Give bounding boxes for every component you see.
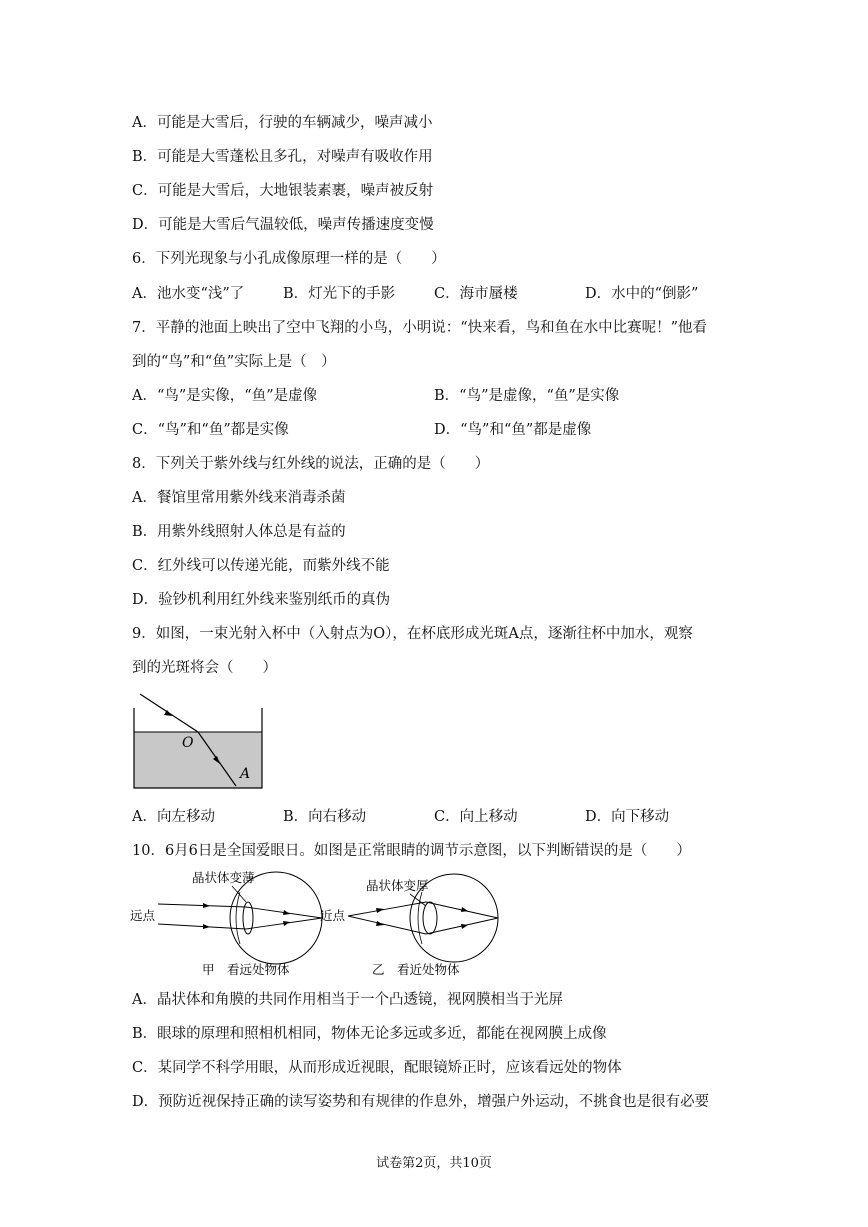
q9-option-a: A．向左移动 [132, 809, 215, 825]
q6-option-b: B．灯光下的手影 [283, 286, 396, 302]
eye-accommodation-figure [128, 866, 508, 980]
q8-option-d: D．验钞机利用红外线来鉴别纸币的真伪 [132, 592, 391, 608]
question-9-line1: 9．如图，一束光射入杯中（入射点为O），在杯底形成光斑A点，逐渐往杯中加水，观察 [132, 626, 693, 642]
near-arrow-bottom [376, 921, 384, 926]
cup-refraction-figure [128, 690, 268, 792]
q5-option-d: D．可能是大雪后气温较低，噪声传播速度变慢 [132, 217, 434, 233]
q7-option-a: A．“鸟”是实像，“鱼”是虚像 [132, 388, 318, 404]
q8-option-c: C．红外线可以传递光能，而紫外线不能 [132, 558, 390, 574]
q7-option-d: D．“鸟”和“鱼”都是虚像 [434, 422, 592, 438]
near-point-label: 近点 [320, 908, 346, 923]
q7-option-c: C．“鸟”和“鱼”都是实像 [132, 422, 289, 438]
near-cornea [418, 892, 422, 944]
q9-option-d: D．向下移动 [585, 809, 670, 825]
near-lens [423, 902, 437, 934]
q10-option-d: D．预防近视保持正确的读写姿势和有规律的作息外，增强户外运动，不挑食也是很有必要 [132, 1094, 710, 1110]
q6-option-a: A．池水变“浅”了 [132, 286, 245, 302]
page-footer: 试卷第2页，共10页 [376, 1156, 492, 1171]
question-10: 10．6月6日是全国爱眼日。如图是正常眼睛的调节示意图，以下判断错误的是（ ） [132, 843, 691, 859]
near-arrow-top [376, 908, 384, 913]
question-8: 8．下列关于紫外线与红外线的说法，正确的是（ ） [132, 456, 490, 472]
far-arrow-bottom-refracted [283, 921, 290, 926]
far-vision-diagram [130, 870, 322, 977]
far-cornea [236, 892, 240, 944]
far-ray-top [158, 904, 246, 907]
q8-option-b: B．用紫外线照射人体总是有益的 [132, 524, 346, 540]
label-a: A [240, 766, 251, 782]
q6-option-d: D．水中的“倒影” [585, 286, 699, 302]
q10-option-b: B．眼球的原理和照相机相同，物体无论多远或多近，都能在视网膜上成像 [132, 1026, 607, 1042]
far-ray-bottom [158, 924, 246, 929]
near-ray-bottom [348, 916, 426, 934]
far-caption: 甲 看远处物体 [202, 962, 290, 977]
question-6: 6．下列光现象与小孔成像原理一样的是（ ） [132, 251, 446, 267]
far-arrow-top-refracted [283, 910, 290, 915]
near-lens-label: 晶状体变厚 [366, 878, 429, 893]
question-7-line1: 7．平静的池面上映出了空中飞翔的小鸟，小明说：“快来看，鸟和鱼在水中比赛呢！”他看 [132, 320, 708, 336]
near-vision-diagram [320, 874, 498, 977]
label-o: O [182, 735, 194, 751]
q5-option-b: B．可能是大雪蓬松且多孔，对噪声有吸收作用 [132, 149, 433, 165]
question-9-line2: 到的光斑将会（ ） [132, 660, 277, 676]
q5-option-a: A．可能是大雪后，行驶的车辆减少，噪声减小 [132, 115, 433, 131]
near-ray-top [348, 902, 426, 916]
far-lens-label: 晶状体变薄 [192, 870, 255, 885]
q9-option-b: B．向右移动 [283, 809, 367, 825]
q9-option-c: C．向上移动 [434, 809, 518, 825]
q8-option-a: A．餐馆里常用紫外线来消毒杀菌 [132, 490, 346, 506]
q10-option-a: A．晶状体和角膜的共同作用相当于一个凸透镜，视网膜相当于光屏 [132, 992, 563, 1008]
near-caption: 乙 看近处物体 [372, 962, 460, 977]
q7-option-b: B．“鸟”是虚像，“鱼”是实像 [434, 388, 620, 404]
q6-option-c: C．海市蜃楼 [434, 286, 518, 302]
q10-option-c: C．某同学不科学用眼，从而形成近视眼，配眼镜矫正时，应该看远处的物体 [132, 1060, 622, 1076]
question-7-line2: 到的“鸟”和“鱼”实际上是（ ） [132, 354, 336, 370]
q5-option-c: C．可能是大雪后，大地银装素裹，噪声被反射 [132, 183, 434, 199]
far-point-label: 远点 [130, 908, 156, 923]
